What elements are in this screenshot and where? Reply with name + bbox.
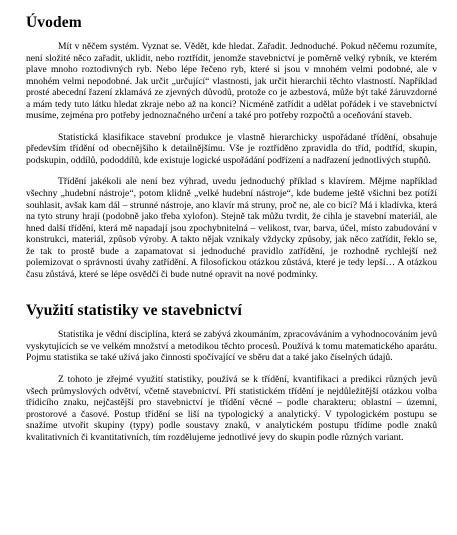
paragraph-statistics-1: Statistika je vědní disciplína, která se zabývá zkoumáním, zpracováváním a vyhodnocováním jevů vyskytujících se ve velkém množství a metodikou těchto procesů. Používá k tomu matematického aparátu. Pojmu statistika se také užívá jako činnosti spočívající ve sběru dat a také jako číselných údajů. [26, 329, 437, 364]
section-heading-uvodem: Úvodem [26, 14, 82, 31]
paragraph-intro-2: Statistická klasifikace stavební produkce je vlastně hierarchicky uspořádané třídění, obsahuje především třídění od obecnějšího k detailnějšímu. Vše je roztříděno zpravidla do tříd, podtříd, skupin, podskupin, oddílů, pododdílů, kde existuje logické uspořádání podřízení a nadřazení jednotlivých stupňů. [26, 131, 437, 166]
paragraph-intro-1: Mít v něčem systém. Vyznat se. Vědět, kde hledat. Zařadit. Jednoduché. Pokud něčemu rozumíte, není složité něco zařadit, uklidit, nebo roztřídit, jenomže stavebnictví je poměrně velký rybník, ve kterém plave mnoho roztodivných ryb. Nebo lépe řečeno ryb, které si jsou v mnohém velmi podobné, ale v mnohém velmi nepodobné. Jak určit „určující“ vlastnosti, jak určit hierarchii těchto vlastností. Například prosté abecední řazení zklamává ze zjevných důvodů, protože co je azbestová, může být také žáruvzdorné a mám tedy tuto látku hledat zkraje nebo až na konci? Nicméně zatřídit a udělat pořádek i ve stavebnictví musíme, zejména pro potřeby jednoznačného určení a také pro potřeby rozpočtů a oceňování staveb. [26, 41, 437, 122]
paragraph-intro-3: Třídění jakékoli ale není bez výhrad, uvedu jednoduchý příklad s klavírem. Mějme například všechny „hudební nástroje“, potom klidně „velké hudební nástroje“, kde budeme ještě všichni bez potíží souhlasit, avšak kam dál – strunné nástroje, ano klavír má struny, proč ne, ale co bicí? Má i kladívka, která na tyto struny hrají (podobně jako třeba xylofon). Stejně tak můžu tvrdit, že cihla je stavební materiál, ale hned další třídění, která mě napadají jsou zpochybnitelná – velikost, tvar, barva, účel, místo zabudování v konstrukci, materiál, způsob výroby. A takto nějak vznikaly vždycky způsoby, jak něco zatřídit, řeklo se, že tak to prostě bude a zapamatovat si jednoduché pravidlo zatřídění, je rozhodně rychlejší než polemizovat o správnosti úvahy zatřídění. A filosofickou otázkou zůstává, které je tedy lepší… A otázkou času zůstává, které se lépe osvědčí či bude nutné opravit na nové podmínky. [26, 176, 437, 280]
section-heading-statistika: Využití statistiky ve stavebnictví [26, 302, 242, 320]
paragraph-statistics-2: Z tohoto je zřejmé využití statistiky, používá se k třídění, kvantifikaci a predikci různých jevů všech průmyslových odvětví, včetně stavebnictví. Při statistickém třídění je nejdůležitější otázkou volba třídicího znaku, nejčastější pro stavebnictví je třídění věcné – podle charakteru; oblastní – územní, prostorové a časové. Postup třídění se liší na typologický a analytický. V typologickém postupu se snažíme utvořit skupiny (typy) podle soustavy znaků, v analytickém postupu třídíme podle znaků kvalitativních či kvantitativních, tím rozdělujeme jednotlivé jevy do skupin podle různých variant. [26, 374, 437, 443]
